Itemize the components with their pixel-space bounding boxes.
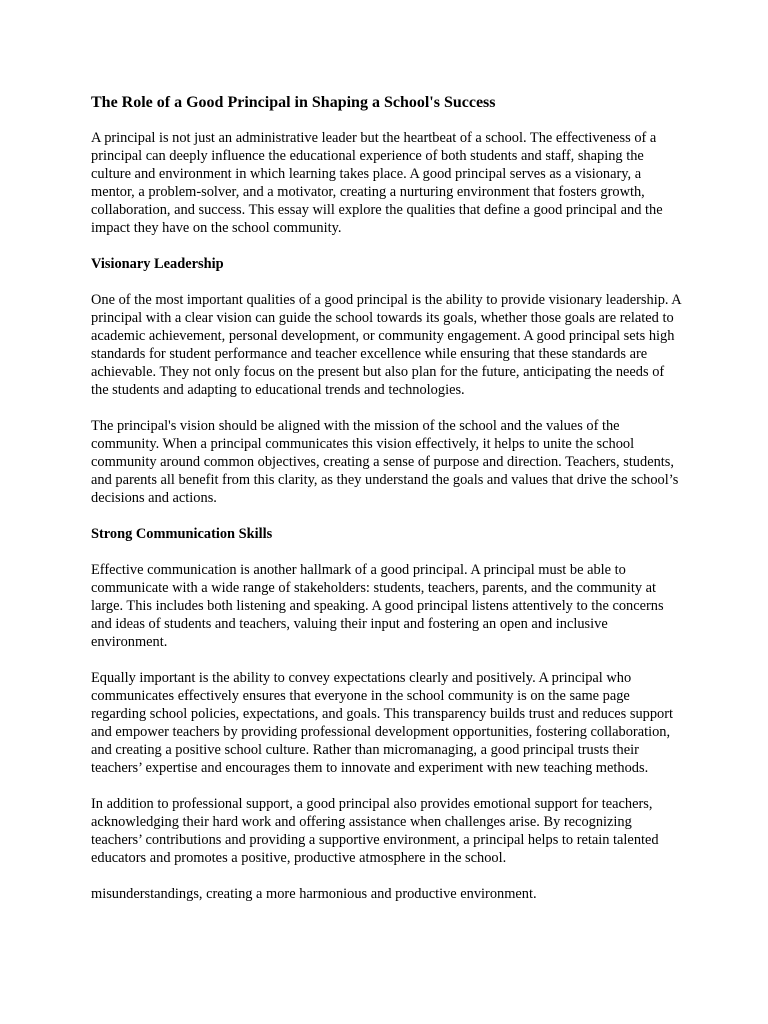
paragraph: Equally important is the ability to convey expectations clearly and positively. A principal who communicates effectively ensures that everyone in the school community is on the same page regarding school policies, expectations, and goals. This transparency builds trust and reduces support and empower teachers by providing professional development opportunities, fostering collaboration, and creating a positive school culture. Rather than micromanaging, a good principal trusts their teachers’ expertise and encourages them to innovate and experiment with new teaching methods. <box>91 670 674 776</box>
document-title: The Role of a Good Principal in Shaping a School's Success <box>91 94 496 111</box>
paragraph: Effective communication is another hallmark of a good principal. A principal must be able to communicate with a wide range of stakeholders: students, teachers, parents, and the community at large. This includes both listening and speaking. A good principal listens attentively to the concerns and ideas of students and teachers, valuing their input and fostering an open and inclusive environment. <box>91 562 664 650</box>
paragraph: One of the most important qualities of a good principal is the ability to provide visionary leadership. A principal with a clear vision can guide the school towards its goals, whether those goals are related to academic achievement, personal development, or community engagement. A good principal sets high standards for student performance and teacher excellence while ensuring that these standards are achievable. They not only focus on the present but also plan for the future, anticipating the needs of the students and adapting to educational trends and technologies. <box>91 292 681 398</box>
document-page <box>91 94 683 921</box>
intro-paragraph: A principal is not just an administrative leader but the heartbeat of a school. The effectiveness of a principal can deeply influence the educational experience of both students and staff, shaping the culture and environment in which learning takes place. A good principal serves as a visionary, a mentor, a problem-solver, and a motivator, creating a nurturing environment that fosters growth, collaboration, and success. This essay will explore the qualities that define a good principal and the impact they have on the school community. <box>91 130 663 236</box>
section-heading-communication-skills: Strong Communication Skills <box>91 526 273 542</box>
paragraph: In addition to professional support, a good principal also provides emotional support for teachers, acknowledging their hard work and offering assistance when challenges arise. By recognizing teachers’ contributions and providing a supportive environment, a principal helps to retain talented educators and promotes a positive, productive atmosphere in the school. <box>91 796 659 866</box>
section-heading-visionary-leadership: Visionary Leadership <box>91 256 224 272</box>
paragraph: The principal's vision should be aligned with the mission of the school and the values of the community. When a principal communicates this vision effectively, it helps to unite the school community around common objectives, creating a sense of purpose and direction. Teachers, students, and parents all benefit from this clarity, as they understand the goals and values that drive the school’s decisions and actions. <box>91 418 679 506</box>
paragraph: misunderstandings, creating a more harmonious and productive environment. <box>91 886 537 902</box>
